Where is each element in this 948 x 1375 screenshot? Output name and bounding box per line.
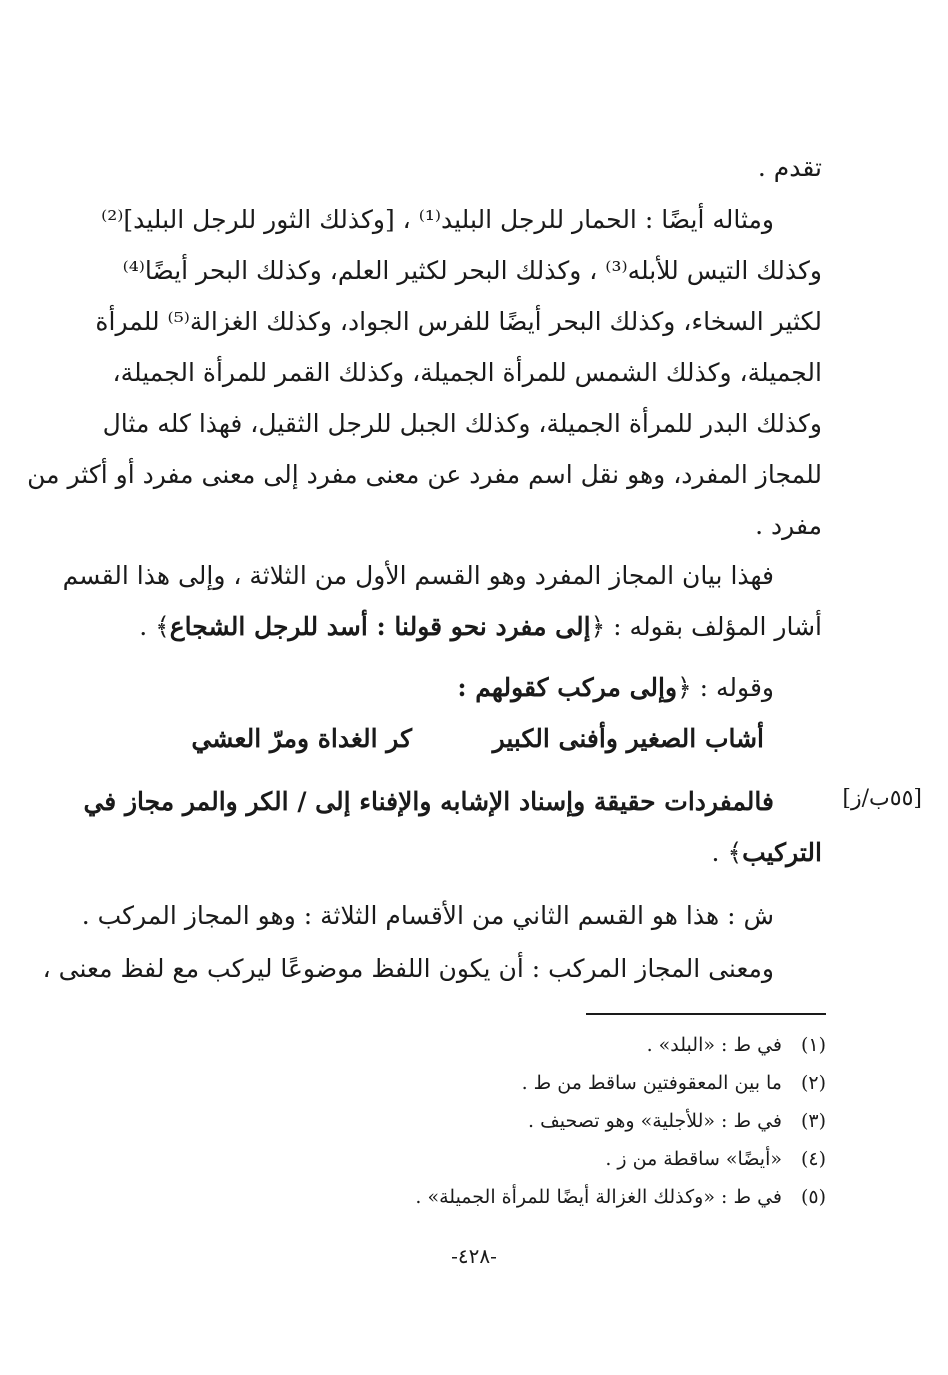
paragraph-2 bbox=[27, 194, 822, 551]
text-line: تقدم . bbox=[757, 153, 822, 182]
text-line: ومثاله أيضًا : الحمار للرجل البليد⁽¹⁾ ، [وكذلك الثور للرجل البليد]⁽²⁾ bbox=[101, 205, 774, 234]
footnote-item bbox=[226, 1102, 826, 1140]
text-span: أشار المؤلف بقوله : ﴿ bbox=[590, 612, 822, 641]
paragraph-3 bbox=[62, 550, 822, 652]
footnote-item bbox=[226, 1064, 826, 1102]
footnote-text: في ط : «للأجلية» وهو تصحيف . bbox=[528, 1110, 782, 1132]
verse-second-hemistich: كر الغداة ومرّ العشي bbox=[191, 724, 412, 753]
footnote-number: (٥) bbox=[800, 1186, 826, 1208]
footnote-number: (١) bbox=[800, 1034, 826, 1056]
footnotes bbox=[226, 1026, 826, 1216]
paragraph-4 bbox=[112, 662, 822, 713]
footnote-text: ما بين المعقوفتين ساقط من ط . bbox=[521, 1072, 782, 1094]
text-line: مفرد . bbox=[755, 511, 822, 540]
text-line: وكذلك التيس للأبله⁽³⁾ ، وكذلك البحر لكثير العلم، وكذلك البحر أيضًا⁽⁴⁾ bbox=[122, 256, 822, 285]
text-line: وكذلك البدر للمرأة الجميلة، وكذلك الجبل للرجل الثقيل، فهذا كله مثال bbox=[102, 409, 822, 438]
footnote-item bbox=[226, 1178, 826, 1216]
footnote-text: في ط : «البلد» . bbox=[646, 1034, 782, 1056]
footnote-separator bbox=[586, 1013, 826, 1015]
footnote-item bbox=[226, 1026, 826, 1064]
text-span: ﴾ . bbox=[711, 838, 743, 867]
manuscript-folio-note: [٥٥ب/ز] bbox=[842, 786, 922, 811]
quoted-text: وإلى مركب كقولهم : bbox=[457, 673, 678, 702]
text-line: الجميلة، وكذلك الشمس للمرأة الجميلة، وكذلك القمر للمرأة الجميلة، bbox=[112, 358, 822, 387]
text-line: ش : هذا هو القسم الثاني من الأقسام الثلاثة : وهو المجاز المركب . bbox=[81, 901, 774, 930]
paragraph-6 bbox=[81, 890, 822, 941]
paragraph-5 bbox=[83, 776, 822, 878]
text-line bbox=[112, 662, 822, 713]
footnote-item bbox=[226, 1140, 826, 1178]
paragraph-1 bbox=[112, 142, 822, 193]
quoted-text: إلى مفرد نحو قولنا : أسد للرجل الشجاع bbox=[169, 612, 591, 641]
paragraph-7 bbox=[42, 943, 822, 994]
page-number: -٤٢٨- bbox=[451, 1244, 497, 1268]
text-line: لكثير السخاء، وكذلك البحر أيضًا للفرس الجواد، وكذلك الغزالة⁽⁵⁾ للمرأة bbox=[95, 307, 822, 336]
text-span: ﴾ . bbox=[139, 612, 170, 641]
text-line: فالمفردات حقيقة وإسناد الإشابه والإفناء إلى / الكر والمر مجاز في bbox=[83, 787, 774, 816]
footnote-number: (٣) bbox=[800, 1110, 826, 1132]
footnote-text: في ط : «وكذلك الغزالة أيضًا للمرأة الجميلة» . bbox=[415, 1186, 782, 1208]
text-line bbox=[112, 601, 822, 652]
text-line: ومعنى المجاز المركب : أن يكون اللفظ موضوعًا ليركب مع لفظ معنى ، bbox=[42, 954, 774, 983]
text-line: فهذا بيان المجاز المفرد وهو القسم الأول من الثلاثة ، وإلى هذا القسم bbox=[62, 561, 774, 590]
text-line bbox=[112, 827, 822, 878]
text-span: وقوله : ﴿ bbox=[677, 673, 774, 702]
quoted-text: التركيب bbox=[742, 838, 822, 867]
text-line: للمجاز المفرد، وهو نقل اسم مفرد عن معنى مفرد إلى معنى مفرد أو أكثر من bbox=[27, 460, 822, 489]
footnote-text: «أيضًا» ساقطة من ز . bbox=[605, 1148, 782, 1170]
footnote-number: (٤) bbox=[800, 1148, 826, 1170]
verse-first-hemistich: أشاب الصغير وأفنى الكبير bbox=[492, 724, 764, 753]
footnote-number: (٢) bbox=[800, 1072, 826, 1094]
